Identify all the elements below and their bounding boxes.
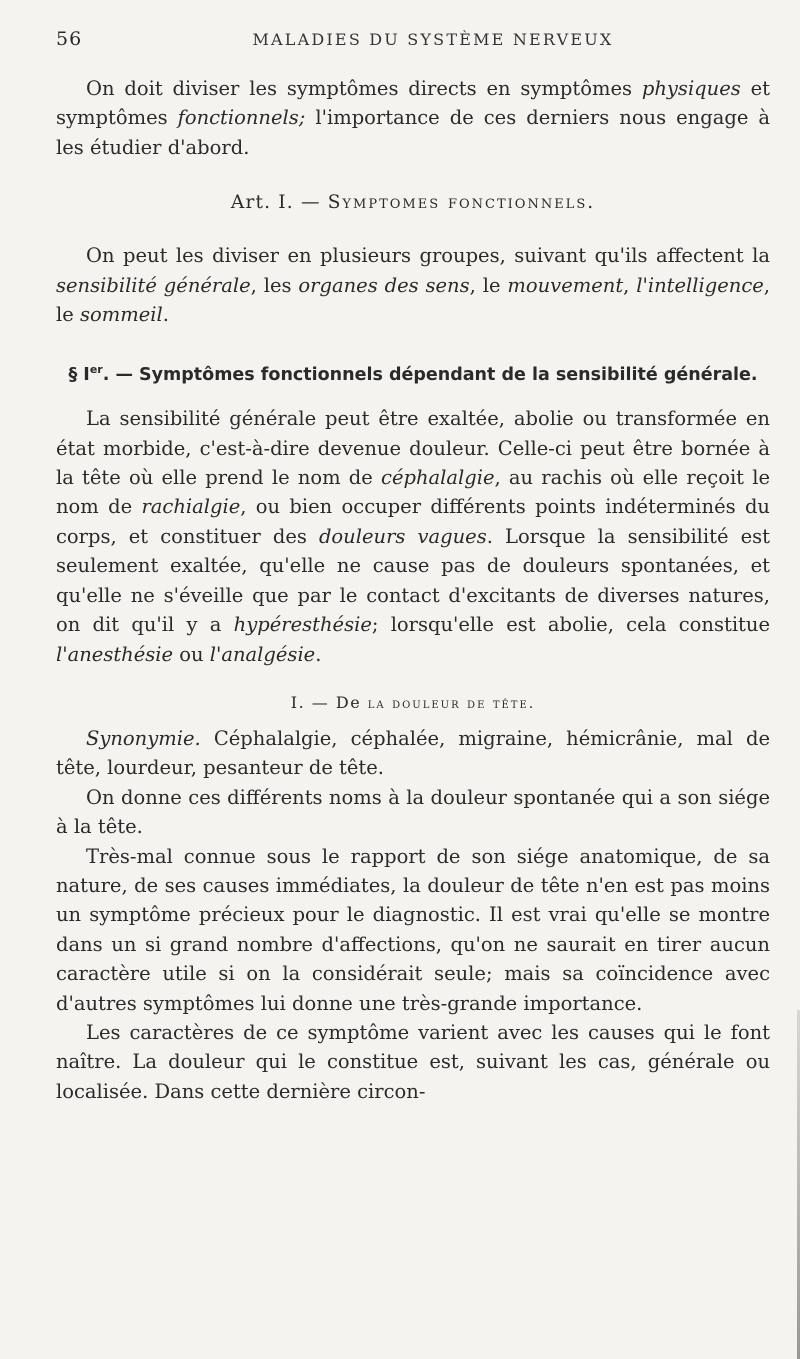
text-run: ou xyxy=(173,642,210,666)
text-run: , xyxy=(623,273,637,297)
article-heading xyxy=(56,192,770,213)
text-run: La sensibilité générale peut être exaltée, abolie ou transformée en état morbide, c'est-à-dire devenue douleur. Celle-ci peut être bornée à la tête où elle prend le nom de xyxy=(56,407,770,490)
emphasis: physiques xyxy=(641,77,741,100)
text-run: , les xyxy=(250,273,299,297)
section-superscript: er xyxy=(89,363,103,377)
synonymie-label: Synonymie. xyxy=(86,726,201,750)
page-number: 56 xyxy=(56,28,83,50)
text-run: , le xyxy=(56,273,770,327)
body-text xyxy=(56,74,770,1106)
text-run: On doit diviser les symptômes directs en symptômes xyxy=(86,77,642,100)
running-head: MALADIES DU SYSTÈME NERVEUX xyxy=(252,30,614,49)
article-number: Art. I. — xyxy=(230,192,328,214)
text-run: l'importance de ces derniers nous engage à les étudier d'abord. xyxy=(56,106,770,159)
emphasis: rachialgie xyxy=(141,495,241,519)
text-run: . xyxy=(162,303,169,327)
text-run: ; lorsqu'elle est abolie, cela constitue xyxy=(371,613,770,637)
body-paragraph: On donne ces différents noms à la douleur spontanée qui a son siége à la tête. xyxy=(56,785,770,839)
emphasis: organes des sens xyxy=(298,273,470,297)
text-run: On peut les diviser en plusieurs groupes, suivant qu'ils affectent la xyxy=(86,244,770,268)
emphasis: sommeil xyxy=(79,303,163,327)
emphasis: céphalalgie xyxy=(381,466,495,490)
section-symbol: § I xyxy=(68,365,90,386)
emphasis: l'intelligence xyxy=(636,273,764,297)
subsection-title: la douleur de tête. xyxy=(367,695,536,712)
emphasis: douleurs vagues xyxy=(318,524,487,548)
emphasis: hypéresthésie xyxy=(233,613,372,637)
section-heading xyxy=(56,355,770,390)
body-paragraph: Les caractères de ce symptôme varient avec les causes qui le font naître. La douleur qui le constitue est, suivant les cas, générale ou localisée. Dans cette dernière circon- xyxy=(56,1020,770,1103)
text-run: . Lorsque la sensibilité est seulement exaltée, qu'elle ne cause pas de douleurs spontanées, et qu'elle ne s'éveille que par le contact d'excitants de diverses natures, on dit qu'il y a xyxy=(56,524,770,637)
emphasis: l'anesthésie xyxy=(56,642,174,666)
emphasis: fonctionnels; xyxy=(177,106,306,130)
body-paragraph: Très-mal connue sous le rapport de son siége anatomique, de sa nature, de ses causes immédiates, la douleur de tête n'en est pas moins un symptôme précieux pour le diagnostic. Il est vrai qu'elle se montre dans un si grand nombre d'affections, qu'on ne saurait en tirer aucun caractère utile si on la considérait seule; mais sa coïncidence avec d'autres symptômes lui donne une très-grande importance. xyxy=(56,844,770,1015)
intro-paragraph xyxy=(56,74,770,162)
text-run: . xyxy=(315,642,322,666)
article-paragraph xyxy=(56,241,770,329)
subsection-number: I. — De xyxy=(290,692,368,712)
sensibilite-paragraph xyxy=(56,404,770,669)
synonymie-paragraph xyxy=(56,724,770,783)
section-title: . — Symptômes fonctionnels dépendant de la sensibilité générale. xyxy=(102,365,758,386)
text-run: , au rachis où elle reçoit le nom de xyxy=(56,466,770,519)
emphasis: l'analgésie xyxy=(209,642,316,666)
article-title: Symptomes fonctionnels. xyxy=(327,192,596,214)
subsection-heading xyxy=(56,693,770,712)
text-run: , ou bien occuper différents points indéterminés du corps, et constituer des xyxy=(56,495,770,548)
page-header xyxy=(56,28,760,58)
text-run: et symptômes xyxy=(56,77,770,130)
text-run: Céphalalgie, céphalée, migraine, hémicrânie, mal de tête, lourdeur, pesanteur de tête. xyxy=(56,726,770,780)
text-run: , le xyxy=(469,273,508,297)
emphasis: mouvement xyxy=(507,273,624,297)
emphasis: sensibilité générale xyxy=(56,273,251,297)
